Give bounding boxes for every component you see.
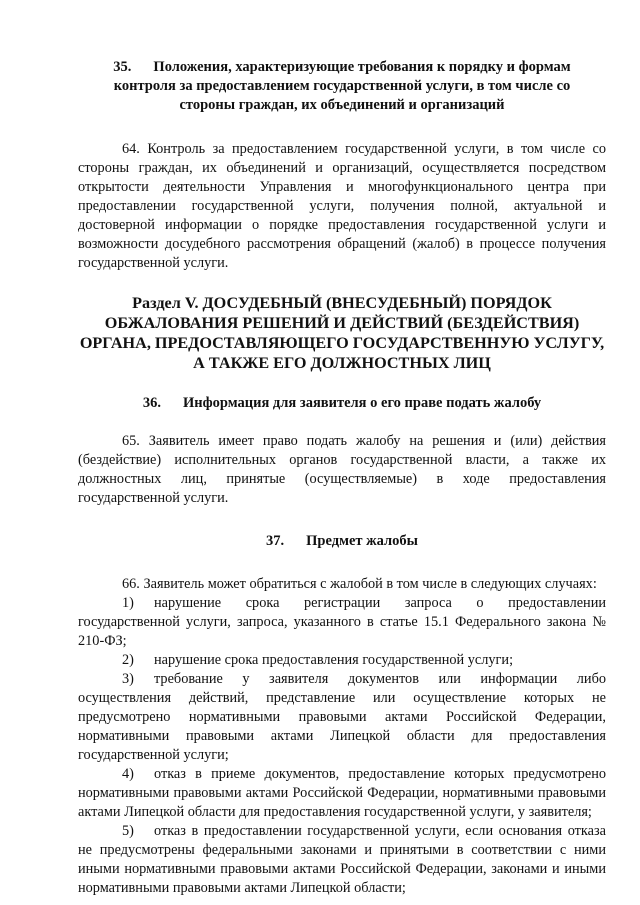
heading-35-text: Положения, характеризующие требования к порядку и формам контроля за предоставлением государственной услуги, в том числе со стороны граждан, их объединений и организаций: [113, 59, 571, 113]
list-item-4: [78, 765, 606, 822]
list-item-3-number: 3): [122, 671, 134, 687]
list-item-5: [78, 822, 606, 898]
list-item-5-text: отказ в предоставлении государственной услуги, если основания отказа не предусмотрены федеральными законами и принятыми в соответствии с ними иными нормативными правовыми актами Российской Федерации, законами и иными нормативными правовыми актами Липецкой области;: [78, 823, 606, 896]
document-page: [78, 58, 606, 898]
paragraph-64: 64. Контроль за предоставлением государственной услуги, в том числе со стороны граждан, их объединений и организаций, осуществляется посредством открытости деятельности Управления и многофункционального центра при предоставлении государственной услуги, получения полной, актуальной и достоверной информации о порядке предоставления государственной услуги и возможности досудебного рассмотрения обращений (жалоб) в процессе получения государственной услуги.: [78, 141, 606, 271]
heading-36: [78, 394, 606, 413]
list-item-3: [78, 670, 606, 765]
list-item-3-text: требование у заявителя документов или информации либо осуществления действий, представление или осуществление которых не предусмотрено нормативными правовыми актами Российской Федерации, нормативными правовыми актами Липецкой области для предоставления государственной услуги;: [78, 671, 606, 763]
heading-37-number: 37.: [266, 533, 285, 549]
heading-36-number: 36.: [142, 395, 161, 411]
list-item-1-text: нарушение срока регистрации запроса о предоставлении государственной услуги, запроса, указанного в статье 15.1 Федерального закона № 210-ФЗ;: [78, 595, 606, 649]
list-item-1: [78, 594, 606, 651]
section-5-title: Раздел V. ДОСУДЕБНЫЙ (ВНЕСУДЕБНЫЙ) ПОРЯДОК ОБЖАЛОВАНИЯ РЕШЕНИЙ И ДЕЙСТВИЙ (БЕЗДЕЙСТВИЯ) ОРГАНА, ПРЕДОСТАВЛЯЮЩЕГО ГОСУДАРСТВЕННУЮ УСЛУГУ, А ТАКЖЕ ЕГО ДОЛЖНОСТНЫХ ЛИЦ: [79, 294, 605, 372]
list-item-4-number: 4): [122, 766, 134, 782]
list-item-5-number: 5): [122, 823, 134, 839]
heading-37-text: Предмет жалобы: [306, 533, 418, 549]
list-item-2-text: нарушение срока предоставления государственной услуги;: [154, 652, 514, 668]
paragraph-66: 66. Заявитель может обратиться с жалобой в том числе в следующих случаях:: [122, 576, 597, 592]
list-item-2-number: 2): [122, 652, 134, 668]
list-item-4-text: отказ в приеме документов, предоставление которых предусмотрено нормативными правовыми актами Российской Федерации, нормативными правовыми актами Липецкой области для предоставления государственной услуги, у заявителя;: [78, 766, 606, 820]
list-item-2: [78, 651, 606, 670]
paragraph-65: 65. Заявитель имеет право подать жалобу на решения и (или) действия (бездействие) исполнительных органов государственной власти, а также их должностных лиц, принятые (осуществляемые) в ходе предоставления государственной услуги.: [78, 433, 606, 506]
heading-35: [88, 58, 596, 115]
heading-37: [78, 532, 606, 551]
heading-36-text: Информация для заявителя о его праве подать жалобу: [182, 395, 542, 411]
heading-35-number: 35.: [113, 59, 132, 75]
list-item-1-number: 1): [122, 595, 134, 611]
